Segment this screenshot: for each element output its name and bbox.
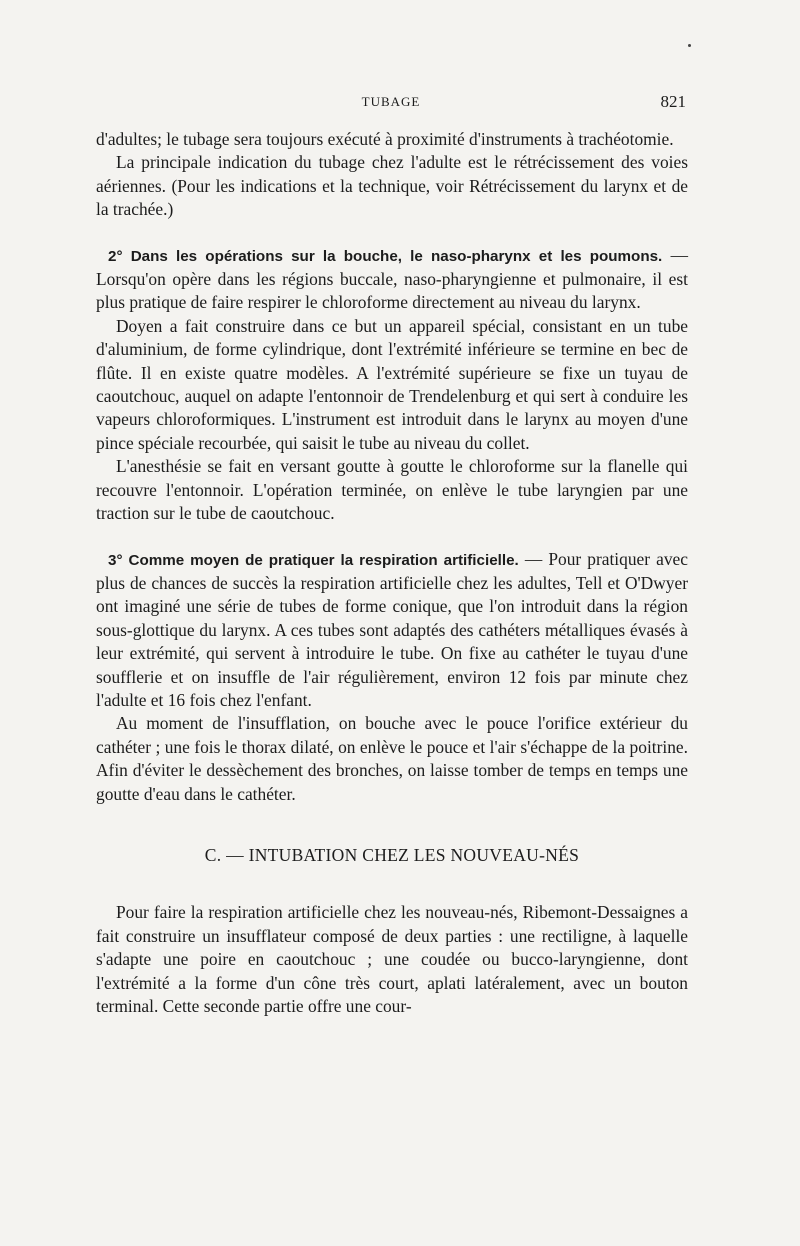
paragraph-4: L'anesthésie se fait en versant goutte à goutte le chloroforme sur la flanelle qui recouvre l'entonnoir. L'opération terminée, on enlève le tube laryngien par une traction sur le tube de caoutchouc.: [96, 456, 688, 524]
section-3-text: — Pour pratiquer avec plus de chances de succès la respiration artificielle chez les adultes, Tell et O'Dwyer ont imaginé une série de tubes de forme conique, que l'on introduit dans la région sous-glottique du larynx. A ces tubes sont adaptés des cathéters métalliques évasés à leur extrémité, qui servent à introduire le tube. On fixe au cathéter le tuyau d'une soufflerie et on insuffle de l'air régulièrement, environ 12 fois par minute chez l'adulte et 16 fois chez l'enfant.: [96, 548, 688, 710]
running-title: TUBAGE: [361, 94, 421, 109]
section-2-heading: 2° Dans les opérations sur la bouche, le naso-pharynx et les poumons.: [108, 247, 663, 265]
section-3-heading: 3° Comme moyen de pratiquer la respiration artificielle.: [108, 551, 519, 569]
paragraph-2: La principale indication du tubage chez l'adulte est le rétrécissement des voies aériennes. (Pour les indications et la technique, voir Rétrécissement du larynx et de la trachée.): [96, 152, 688, 220]
paragraph-6: Pour faire la respiration artificielle chez les nouveau-nés, Ribemont-Dessaignes a fait construire un insufflateur composé de deux parties : une rectiligne, à laquelle s'adapte une poire en caoutchouc ; une coudée ou bucco-laryngienne, dont l'extrémité a la forme d'un cône très court, aplati latéralement, avec un bouton terminal. Cette seconde partie offre une cour-: [96, 902, 688, 1016]
page-header: [96, 92, 686, 114]
scan-speck: [688, 44, 691, 47]
section-2-text: — Lorsqu'on opère dans les régions buccale, naso-pharyngienne et pulmonaire, il est plus pratique de faire respirer le chloroforme directement au niveau du larynx.: [96, 244, 688, 313]
paragraph-1: d'adultes; le tubage sera toujours exécuté à proximité d'instruments à trachéotomie.: [96, 129, 674, 149]
paragraph-3: Doyen a fait construire dans ce but un appareil spécial, consistant en un tube d'aluminium, de forme cylindrique, dont l'extrémité inférieure se termine en bec de flûte. Il en existe quatre modèles. A l'extrémité supérieure se fixe un tuyau de caoutchouc, auquel on adapte l'entonnoir de Trendelenburg et qui sert à conduire les vapeurs chloroformiques. L'instrument est introduit dans le larynx au moyen d'une pince spéciale recourbée, qui saisit le tube au niveau du collet.: [96, 315, 688, 453]
body-text: [96, 128, 688, 1018]
chapter-title: C. — INTUBATION CHEZ LES NOUVEAU-NÉS: [204, 844, 580, 865]
section-2: [96, 244, 688, 315]
page-number: 821: [660, 92, 686, 111]
paragraph-5: Au moment de l'insufflation, on bouche avec le pouce l'orifice extérieur du cathéter ; une fois le thorax dilaté, on enlève le pouce et l'air s'échappe de la poitrine. Afin d'éviter le dessèchement des bronches, on laisse tomber de temps en temps une goutte d'eau dans le cathéter.: [96, 713, 688, 804]
section-3: [96, 548, 688, 713]
